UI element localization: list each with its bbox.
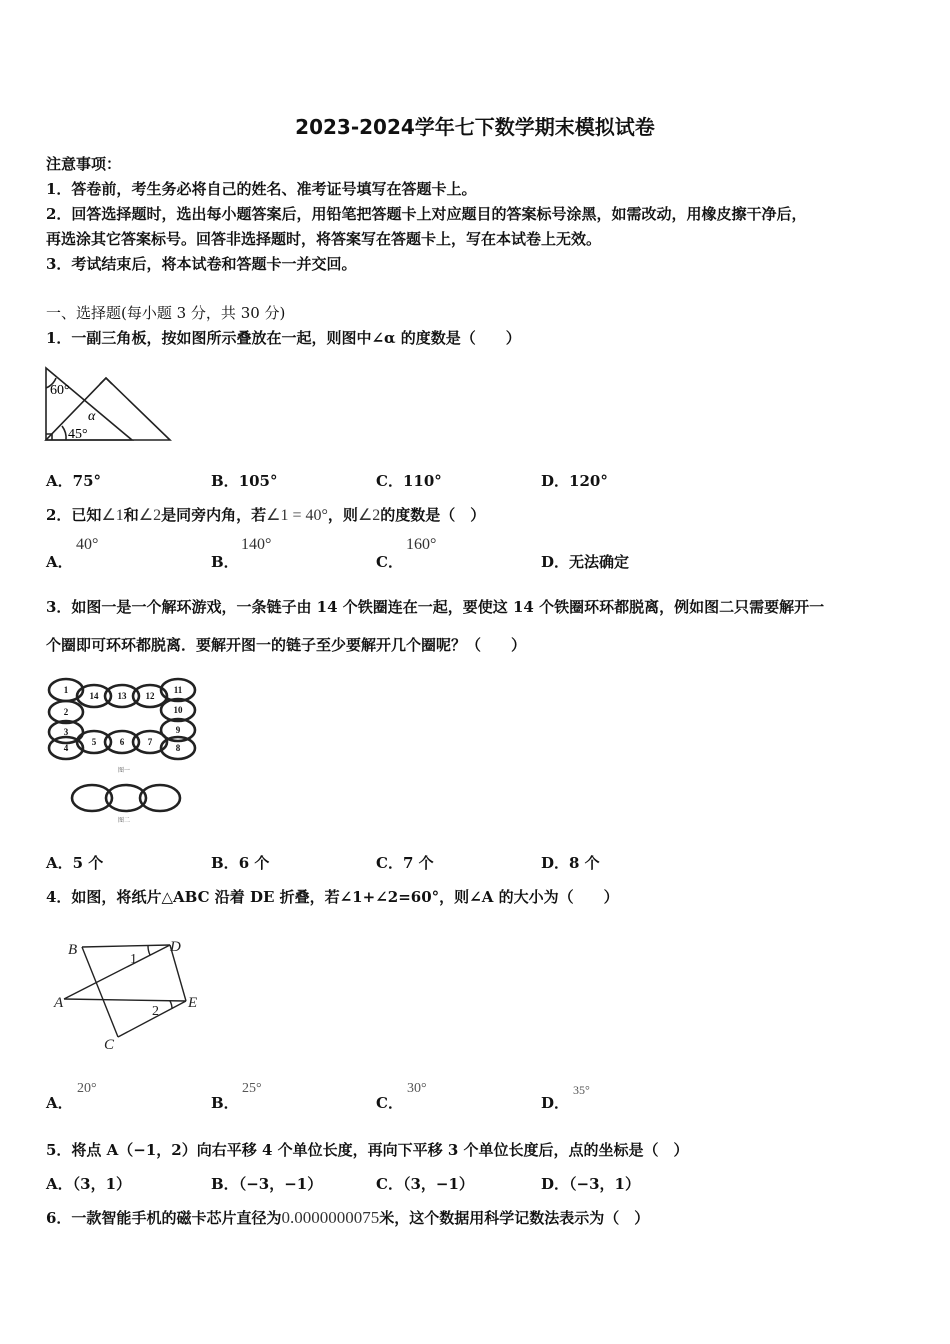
q2-option-d-value: 无法确定 [569,553,630,571]
q2-option-c-value: 160° [406,536,437,553]
q2-stem [46,504,485,525]
q1-option-b [211,470,278,491]
q1-option-c-value: 110° [402,472,442,490]
q4-label-b: B [68,942,78,958]
q3-ring-label-4: 4 [63,743,69,753]
q4-option-c-label: C． [376,1094,403,1112]
q4-label-angle-2: 2 [152,1004,159,1019]
q2-option-c-label: C． [376,553,403,571]
q1-option-a-value: 75° [72,472,102,490]
q6-stem-a: 6．一款智能手机的磁卡芯片直径为 [46,1209,282,1227]
q2-stem-a: 2．已知 [46,506,102,524]
q1-label-60: 60° [50,383,70,398]
q2-option-d [541,551,629,572]
q5-option-c-label: C． [376,1175,403,1193]
q5-option-c-value: （3，−1） [402,1175,474,1193]
q5-option-a-label: A． [46,1175,73,1193]
q3-ring-label-5: 5 [91,737,97,747]
q4-line-da [64,945,170,999]
q1-option-d-value: 120° [569,472,608,490]
q4-option-d-value: 35° [573,1083,590,1097]
q4-fold-figure [50,935,210,1055]
q2-stem-e: 的度数是（ ） [380,506,486,524]
q4-option-a-label: A． [46,1094,73,1112]
q4-stem: 4．如图，将纸片△ABC 沿着 DE 折叠，若∠1+∠2=60°，则∠A 的大小为（ ） [46,888,619,906]
q1-arc-45 [62,426,66,440]
q2-option-b-label: B． [211,553,239,571]
q2-stem-d: ，则 [327,506,358,524]
q2-option-a-value: 40° [76,536,99,553]
q3-option-a [46,852,103,873]
section-heading: 一、选择题(每小题 3 分，共 30 分) [46,304,286,322]
q4-line-ae [64,999,186,1001]
notice-item-1: 1．答卷前，考生务必将自己的姓名、准考证号填写在答题卡上。 [46,180,477,198]
q1-triangle-30-60 [46,368,132,440]
notice-item-2: 2．回答选择题时，选出每小题答案后，用铅笔把答题卡上对应题目的答案标号涂黑，如需改动，用橡皮擦干净后， [46,205,807,223]
q3-ring-label-9: 9 [175,725,181,735]
q2-option-b-value: 140° [241,536,272,553]
q4-label-a: A [54,995,64,1011]
q6-number: 0.0000000075 [281,1208,380,1227]
q1-label-45: 45° [68,427,88,442]
q3-ring-label-14: 14 [89,691,99,701]
q3-ring-label-13: 13 [117,691,127,701]
q4-line-bc [82,947,118,1037]
q3-option-d-value: 8 个 [569,854,600,872]
q5-option-d-value: （−3，1） [569,1175,640,1193]
q3-ring-label-11: 11 [173,685,183,695]
q1-option-b-value: 105° [238,472,278,490]
q2-stem-c: 是同旁内角，若 [161,506,267,524]
q3-option-c-value: 7 个 [402,854,434,872]
q3-ring-label-12: 12 [145,691,155,701]
q3-option-d [541,852,600,873]
q4-option-d-label: D． [541,1094,570,1112]
q4-option-b-value: 25° [242,1081,262,1096]
q3-ring-label-6: 6 [119,737,125,747]
q4-option-a-value: 20° [77,1081,97,1096]
q1-label-alpha: α [88,409,96,424]
notice-item-3: 3．考试结束后，将本试卷和答题卡一并交回。 [46,255,357,273]
q5-option-b-value: （−3，−1） [238,1175,323,1193]
q1-option-c [376,470,442,491]
q5-option-b-label: B． [211,1175,239,1193]
q3-stem-line-2: 个圈即可环环都脱离．要解开图一的链子至少要解开几个圈呢？（ ） [46,636,527,654]
q1-stem: 1．一副三角板，按如图所示叠放在一起，则图中∠α 的度数是（ ） [46,329,521,347]
q3-option-c-label: C． [376,854,403,872]
q5-option-c [376,1173,474,1194]
q3-option-b-value: 6 个 [238,854,270,872]
q4-label-d: D [170,939,181,955]
q3-caption-1: 图一 [117,768,131,774]
page-title: 2023-2024学年七下数学期末模拟试卷 [295,115,655,139]
q3-option-b [211,852,269,873]
q3-caption-2: 图二 [117,818,131,824]
q2-option-a-label: A． [46,553,73,571]
q3-ring-label-10: 10 [173,705,183,715]
q1-option-d-label: D． [541,472,570,490]
q1-triangle-figure [40,360,180,450]
q4-label-angle-1: 1 [130,952,137,967]
q1-option-b-label: B． [211,472,239,490]
notice-item-2-cont: 再选涂其它答案标号。回答非选择题时，将答案写在答题卡上，写在本试卷上无效。 [46,230,602,248]
q3-option-c [376,852,434,873]
q3-option-d-label: D． [541,854,570,872]
q4-option-b-label: B． [211,1094,239,1112]
q6-stem [46,1207,649,1228]
q3-ring-label-3: 3 [63,727,69,737]
q3-stem-line-1: 3．如图一是一个解环游戏，一条链子由 14 个铁圈连在一起，要使这 14 个铁圈环环都脱离，例如图二只需要解开一 [46,598,825,616]
notice-heading: 注意事项： [46,155,122,173]
q2-stem-b: 和 [123,506,139,524]
q2-condition: ∠1 = 40° [266,507,328,524]
q1-option-a [46,470,101,491]
q2-angle-1: ∠1 [101,507,124,524]
q3-option-a-value: 5 个 [72,854,104,872]
q4-label-c: C [104,1037,115,1053]
q3-ring-label-1: 1 [63,685,69,695]
q2-angle-2: ∠2 [138,507,162,524]
q5-option-b [211,1173,322,1194]
q5-option-a [46,1173,131,1194]
q3-option-a-label: A． [46,854,73,872]
q4-arc-1 [148,946,150,955]
q6-stem-b: 米，这个数据用科学记数法表示为（ ） [379,1209,650,1227]
q5-option-d-label: D． [541,1175,570,1193]
q3-option-b-label: B． [211,854,239,872]
q4-label-e: E [188,995,198,1011]
q3-ring-label-8: 8 [175,743,181,753]
q2-option-d-label: D． [541,553,570,571]
q5-option-d [541,1173,640,1194]
q1-option-d [541,470,608,491]
q1-option-c-label: C． [376,472,403,490]
q3-ring-label-7: 7 [147,737,153,747]
q3-ring-label-2: 2 [63,707,69,717]
q4-line-bd [82,945,170,947]
q3-ring-figure [44,672,209,832]
q4-option-c-value: 30° [407,1081,427,1096]
q5-stem: 5．将点 A（−1，2）向右平移 4 个单位长度，再向下平移 3 个单位长度后，点的坐标是（ ） [46,1141,689,1159]
q1-option-a-label: A． [46,472,73,490]
q4-arc-2 [170,1001,172,1009]
q5-option-a-value: （3，1） [72,1175,132,1193]
q2-angle-2-again: ∠2 [357,507,381,524]
